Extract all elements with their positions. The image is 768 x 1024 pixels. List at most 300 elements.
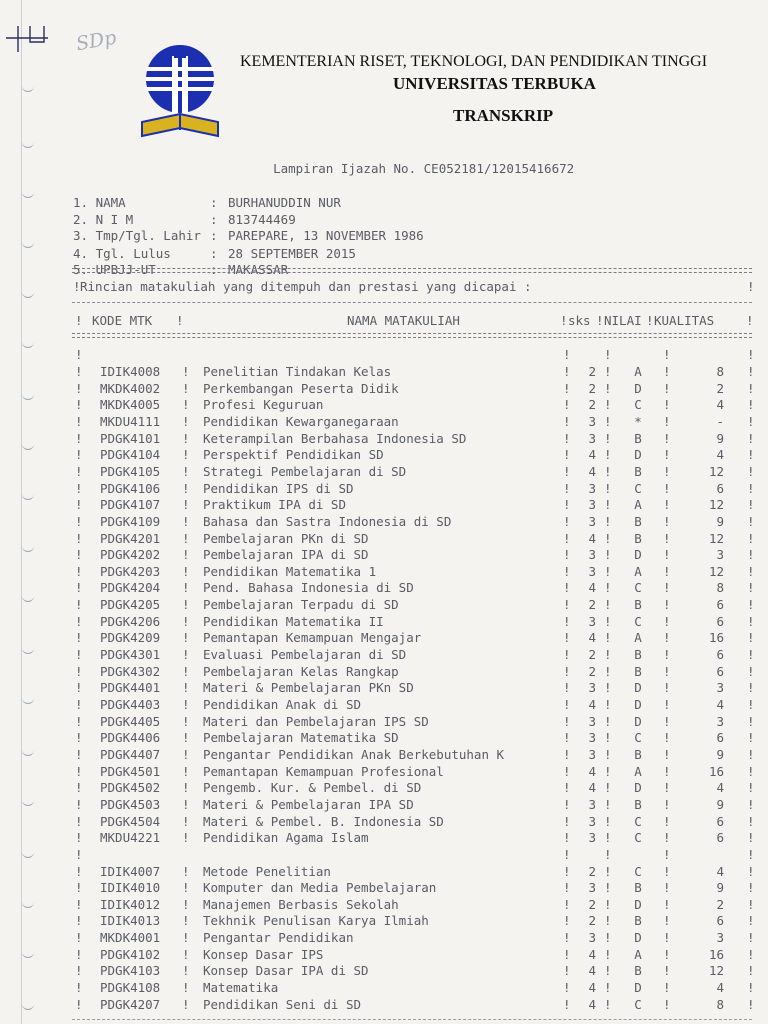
course-grade: C [634,830,642,846]
course-code: PDGK4501 [100,763,161,779]
column-divider: ! [604,364,612,379]
column-divider: ! [182,364,190,379]
course-sks: 2 [588,913,596,929]
course-quality: 9 [716,796,724,812]
header-kualitas: KUALITAS [654,313,715,328]
table-row [0,580,768,597]
course-quality: 4 [716,447,724,463]
course-sks: 3 [588,880,596,896]
column-divider: ! [182,663,190,679]
ministry-name: KEMENTERIAN RISET, TEKNOLOGI, DAN PENDIDIKAN TINGGI [240,53,708,70]
column-divider: ! [604,863,612,879]
table-row [0,913,768,930]
course-grade: D [634,547,642,563]
column-divider: ! [747,480,755,496]
table-row [0,597,768,614]
column-divider: ! [563,630,571,646]
column-divider: ! [563,530,571,546]
column-divider: ! [604,530,612,546]
column-divider: ! [604,547,612,563]
separator-rule [72,333,752,338]
header-kode: KODE MTK [92,313,153,328]
column-divider: ! [663,796,671,812]
column-divider: ! [182,580,190,596]
course-code: IDIK4010 [100,880,161,896]
column-divider: ! [563,580,571,596]
column-divider: ! [663,697,671,712]
course-sks: 3 [588,547,596,563]
column-divider: ! [75,480,83,496]
column-divider: ! [747,796,755,812]
column-divider: ! [663,413,671,429]
course-sks: 3 [588,413,596,429]
column-divider: ! [747,430,755,446]
column-divider: ! [563,380,571,396]
student-field-label: 3. Tmp/Tgl. Lahir [73,228,201,243]
course-sks: 3 [588,746,596,762]
column-divider: ! [663,563,671,579]
column-divider: ! [747,397,755,413]
column-divider: ! [663,497,671,513]
column-divider: ! [75,364,83,379]
column-divider: ! [75,913,83,929]
table-row [0,980,768,997]
table-row [0,481,768,498]
course-grade: D [634,380,642,396]
column-divider: ! [563,730,571,746]
course-quality: 6 [716,647,724,663]
column-divider: ! [182,813,190,829]
table-row [0,797,768,814]
column-divider: ! [604,746,612,762]
course-quality: 6 [716,613,724,629]
lampiran-number: CE052181/12015416672 [423,161,575,176]
binder-hole [22,238,34,248]
column-divider: ! [604,663,612,679]
column-divider: ! [747,863,755,879]
course-grade: B [634,647,642,663]
course-grade: C [634,813,642,829]
column-divider: ! [75,963,83,979]
column-divider: ! [604,830,612,846]
course-grade: C [634,863,642,879]
column-divider: ! [604,996,612,1012]
column-divider: ! [75,830,83,846]
course-sks: 3 [588,930,596,946]
course-quality: 9 [716,513,724,529]
column-divider: ! [563,813,571,829]
course-name: Pend. Bahasa Indonesia di SD [203,580,414,596]
course-code: IDIK4013 [100,913,161,929]
column-divider: ! [182,480,190,496]
course-code: PDGK4104 [100,447,161,463]
course-quality: 12 [708,530,724,546]
course-quality: 9 [716,880,724,896]
column-divider: ! [75,380,83,396]
course-code: MKDU4111 [100,413,161,429]
course-name: Materi & Pembelajaran IPA SD [203,796,414,812]
course-grade: B [634,463,642,479]
course-quality: 6 [716,663,724,679]
course-name: Pendidikan Agama Islam [203,830,369,846]
student-graduation-row: 4. Tgl. Lulus : 28 SEPTEMBER 2015 [73,246,356,261]
table-row [0,880,768,897]
column-divider: ! [663,980,671,996]
course-name: Profesi Keguruan [203,397,324,413]
column-divider: ! [75,763,83,779]
column-divider: ! [75,547,83,563]
table-row [0,897,768,914]
column-divider: ! [75,447,83,463]
table-row [0,680,768,697]
student-field-label: 2. N I M [73,212,134,227]
course-code: MKDU4221 [100,830,161,846]
column-divider: ! [182,463,190,479]
column-divider: ! [75,463,83,479]
column-divider: ! [747,663,755,679]
column-divider: ! [563,497,571,513]
course-code: PDGK4106 [100,480,161,496]
course-code: MKDK4001 [100,930,161,946]
binder-hole [22,138,34,148]
course-sks: 4 [588,697,596,712]
column-divider: ! [663,364,671,379]
column-divider: ! [663,896,671,912]
course-grade: A [634,946,642,962]
course-grade: D [634,780,642,796]
course-grade: B [634,963,642,979]
table-row [0,730,768,747]
student-birth: PAREPARE, 13 NOVEMBER 1986 [228,228,424,243]
column-divider: ! [604,946,612,962]
column-divider: ! [747,530,755,546]
column-divider: ! [182,563,190,579]
transcript-page: SDp KEMENTERIAN RISET, TEKNOLOGI, DAN PENDIDIKAN TINGGI UNIVERSITAS TERBUKA TRANSKRIP Lampiran Ijazah No. CE052181/12015416672 1. NAMA : BURHANUDDIN NUR 2. N I M : 813744469 3. Tmp/Tgl. Lahir : PAREPARE, 13 NOVEMBER 1986 4. Tgl. Lulus : 28 SEPTEMBER 2015 5. UPBJJ-UT : MAKASSAR ! Rincian matakuliah yang ditempuh dan prestasi yang dicapai : ! ! KODE MTK ! NAMA MATAKULIAH ! sks ! NILAI ! KUALITAS ! ! ! ! ! ! ! ! ! ! ! ! IDIK4008 Penelitian Tindakan Kelas 2 A 8 ! ! ! ! ! ! MKDK4002 Perkembangan Peserta Didik 2 D 2 ! ! ! ! ! ! MKDK4005 Profesi Keguruan 2 C 4 ! ! ! ! ! ! MKDU4111 Pendidikan Kewarganegaraan 3 * - ! ! ! ! ! ! PDGK4101 Keterampilan Berbahasa Indonesia SD 3 B 9 ! ! ! ! ! ! PDGK4104 Perspektif Pendidikan SD 4 D 4 ! ! ! ! ! ! PDGK4105 Strategi Pembelajaran di SD 4 B 12 ! ! ! ! ! ! PDGK4106 Pendidikan IPS di SD 3 C 6 ! ! ! ! ! ! PDGK4107 Praktikum IPA di SD 3 A 12 ! ! ! ! ! ! PDGK4109 Bahasa dan Sastra Indonesia di SD 3 B 9 ! ! ! ! ! ! PDGK4201 Pembelajaran PKn di SD 4 B 12 ! ! ! ! ! ! PDGK4202 Pembelajaran IPA di SD 3 D 3 ! ! ! ! ! ! PDGK4203 Pendidikan Matematika 1 3 A 12 ! ! ! ! ! ! PDGK4204 Pend. Bahasa Indonesia di SD 4 C 8 ! ! ! ! ! ! PDGK4205 Pembelajaran Terpadu di SD 2 B 6 ! ! ! ! ! ! PDGK4206 Pendidikan Matematika II 3 C 6 ! ! ! ! ! ! PDGK4209 Pemantapan Kemampuan Mengajar 4 A 16 ! ! ! ! ! ! PDGK4301 Evaluasi Pembelajaran di SD 2 B 6 ! ! ! ! ! ! PDGK4302 Pembelajaran Kelas Rangkap 2 B 6 ! ! ! ! ! ! PDGK4401 Materi & Pembelajaran PKn SD 3 D 3 ! ! ! ! ! ! PDGK4403 Pendidikan Anak di SD 4 D 4 ! ! ! ! ! ! PDGK4405 Materi dan Pembelajaran IPS SD 3 D 3 ! ! ! ! ! ! PDGK4406 Pembelajaran Matematika SD 3 C 6 ! ! ! ! ! ! PDGK4407 Pengantar Pendidikan Anak Berkebutuhan K 3 B 9 ! ! ! ! ! ! PDGK4501 Pemantapan Kemampuan Profesional 4 A 16 ! ! ! ! ! ! PDGK4502 Pengemb. Kur. & Pembel. di SD 4 D 4 ! ! ! ! ! ! PDGK4503 Materi & Pembelajaran IPA SD 3 B 9 ! ! ! ! ! ! PDGK4504 Materi & Pembel. B. Indonesia SD 3 C 6 ! ! ! ! ! ! MKDU4221 Pendidikan Agama Islam 3 C 6 ! ! ! ! ! ! ! ! ! ! ! IDIK4007 Metode Penelitian 2 C 4 ! ! ! ! ! ! IDIK4010 Komputer dan Media Pembelajaran 3 B 9 ! ! ! ! ! ! IDIK4012 Manajemen Berbasis Sekolah 2 D 2 ! ! ! ! ! ! IDIK4013 Tekhnik Penulisan Karya Ilmiah 2 B 6 ! ! ! ! ! ! MKDK4001 Pengantar Pendidikan 3 D 3 ! ! ! ! ! ! PDGK4102 Konsep Dasar IPS 4 A 16 ! ! ! ! ! ! PDGK4103 Konsep Dasar IPA di SD 4 B 12 ! ! ! ! ! ! PDGK4108 Matematika 4 D 4 ! ! ! ! ! ! PDGK4207 Pendidikan Seni di SD 4 C 8 [0,0,768,1024]
course-grade: B [634,513,642,529]
column-divider: ! [663,863,671,879]
column-divider: ! [75,796,83,812]
column-divider: ! [663,580,671,596]
column-divider: ! [563,963,571,979]
course-code: PDGK4102 [100,946,161,962]
column-divider: ! [563,347,571,362]
course-grade: B [634,796,642,812]
course-code: PDGK4406 [100,730,161,746]
column-divider: ! [604,447,612,463]
course-quality: 6 [716,913,724,929]
course-quality: 12 [708,563,724,579]
column-divider: ! [563,547,571,563]
column-divider: ! [182,597,190,613]
course-code: PDGK4407 [100,746,161,762]
column-divider: ! [563,896,571,912]
course-sks: 4 [588,963,596,979]
column-divider: ! [563,796,571,812]
column-divider: ! [182,780,190,796]
column-divider: ! [663,513,671,529]
course-grade: C [634,580,642,596]
column-divider: ! [182,380,190,396]
university-logo [138,44,222,142]
course-quality: 6 [716,597,724,613]
column-divider: ! [663,347,671,362]
university-name: UNIVERSITAS TERBUKA [393,74,596,93]
column-divider: ! [747,880,755,896]
table-row [0,664,768,681]
course-sks: 3 [588,513,596,529]
column-divider: ! [747,730,755,746]
column-divider: ! [604,613,612,629]
course-name: Tekhnik Penulisan Karya Ilmiah [203,913,429,929]
course-sks: 3 [588,497,596,513]
student-upbjj: MAKASSAR [228,262,289,277]
course-quality: 6 [716,480,724,496]
course-code: IDIK4008 [100,364,161,379]
column-divider: ! [563,463,571,479]
column-divider: ! [182,930,190,946]
course-code: PDGK4204 [100,580,161,596]
column-divider: ! [563,613,571,629]
column-divider: ! [75,846,83,862]
course-name: Materi & Pembelajaran PKn SD [203,680,414,696]
column-divider: ! [182,447,190,463]
table-row [0,514,768,531]
course-code: PDGK4502 [100,780,161,796]
column-divider: ! [663,397,671,413]
column-divider: ! [747,463,755,479]
course-name: Pengantar Pendidikan Anak Berkebutuhan K [203,746,505,762]
course-name: Manajemen Berbasis Sekolah [203,896,399,912]
course-code: MKDK4002 [100,380,161,396]
course-grade: D [634,447,642,463]
column-divider: ! [747,380,755,396]
column-divider: ! [75,597,83,613]
column-divider: ! [182,746,190,762]
course-code: PDGK4103 [100,963,161,979]
column-divider: ! [182,697,190,712]
table-row [0,764,768,781]
course-name: Pembelajaran PKn di SD [203,530,369,546]
course-code: PDGK4504 [100,813,161,829]
table-spacer-row [0,347,768,364]
course-name: Materi & Pembel. B. Indonesia SD [203,813,444,829]
table-row [0,431,768,448]
course-quality: - [716,413,724,429]
course-code: PDGK4403 [100,697,161,712]
course-code: PDGK4206 [100,613,161,629]
course-quality: 9 [716,430,724,446]
course-grade: A [634,630,642,646]
column-divider: ! [75,430,83,446]
student-name-row: 1. NAMA : BURHANUDDIN NUR [73,195,341,210]
column-divider: ! [604,497,612,513]
column-divider: ! [604,796,612,812]
table-row [0,714,768,731]
course-code: PDGK4205 [100,597,161,613]
column-divider: ! [182,430,190,446]
column-divider: ! [663,680,671,696]
column-divider: ! [75,663,83,679]
column-divider: ! [604,930,612,946]
column-divider: ! [182,513,190,529]
column-divider: ! [604,780,612,796]
column-divider: ! [747,913,755,929]
table-row [0,547,768,564]
course-sks: 3 [588,813,596,829]
table-row [0,963,768,980]
course-sks: 3 [588,680,596,696]
column-divider: ! [747,980,755,996]
column-divider: ! [663,663,671,679]
column-divider: ! [75,630,83,646]
table-row [0,930,768,947]
column-divider: ! [604,480,612,496]
table-row [0,364,768,381]
column-divider: ! [604,397,612,413]
course-quality: 3 [716,713,724,729]
column-divider: ! [663,547,671,563]
column-divider: ! [747,680,755,696]
course-grade: C [634,480,642,496]
student-field-label: 5. UPBJJ-UT [73,262,156,277]
column-divider: ! [663,880,671,896]
student-nim: 813744469 [228,212,296,227]
course-name: Penelitian Tindakan Kelas [203,364,392,379]
column-divider: ! [604,980,612,996]
course-name: Metode Penelitian [203,863,331,879]
course-sks: 2 [588,397,596,413]
table-spacer-row [0,847,768,864]
course-name: Pembelajaran Terpadu di SD [203,597,399,613]
course-quality: 2 [716,896,724,912]
column-divider: ! [604,846,612,862]
column-divider: ! [563,830,571,846]
column-divider: ! [663,946,671,962]
table-row [0,830,768,847]
column-divider: ! [182,680,190,696]
course-name: Pengemb. Kur. & Pembel. di SD [203,780,422,796]
column-divider: ! [563,980,571,996]
course-grade: A [634,497,642,513]
column-divider: ! [563,746,571,762]
course-quality: 16 [708,946,724,962]
column-divider: ! [663,746,671,762]
column-divider: ! [604,347,612,362]
course-quality: 4 [716,863,724,879]
table-row [0,747,768,764]
column-divider: ! [563,913,571,929]
course-grade: D [634,896,642,912]
column-divider: ! [604,463,612,479]
course-grade: A [634,763,642,779]
column-divider: ! [604,913,612,929]
column-divider: ! [604,430,612,446]
course-code: PDGK4203 [100,563,161,579]
column-divider: ! [663,380,671,396]
course-name: Praktikum IPA di SD [203,497,346,513]
column-divider: ! [563,763,571,779]
course-code: IDIK4012 [100,896,161,912]
binder-hole [22,288,34,298]
course-code: MKDK4005 [100,397,161,413]
course-grade: B [634,530,642,546]
column-divider: ! [75,946,83,962]
column-divider: ! [182,980,190,996]
course-grade: A [634,563,642,579]
student-name: BURHANUDDIN NUR [228,195,341,210]
column-divider: ! [604,730,612,746]
lampiran-line [243,146,574,191]
table-row [0,947,768,964]
course-quality: 9 [716,746,724,762]
course-quality: 6 [716,813,724,829]
column-divider: ! [563,597,571,613]
table-row [0,531,768,548]
course-name: Perkembangan Peserta Didik [203,380,399,396]
column-divider: ! [563,863,571,879]
column-divider: ! [747,813,755,829]
column-divider: ! [75,580,83,596]
course-name: Pembelajaran Kelas Rangkap [203,663,399,679]
course-name: Pendidikan IPS di SD [203,480,354,496]
column-divider: ! [75,996,83,1012]
course-sks: 4 [588,946,596,962]
column-divider: ! [75,613,83,629]
course-sks: 2 [588,597,596,613]
course-quality: 2 [716,380,724,396]
column-divider: ! [75,730,83,746]
course-name: Keterampilan Berbahasa Indonesia SD [203,430,467,446]
column-divider: ! [604,597,612,613]
course-sks: 2 [588,647,596,663]
course-sks: 4 [588,780,596,796]
column-divider: ! [663,463,671,479]
column-divider: ! [75,746,83,762]
column-divider: ! [75,930,83,946]
column-divider: ! [604,413,612,429]
course-sks: 4 [588,580,596,596]
column-divider: ! [663,597,671,613]
course-quality: 4 [716,697,724,712]
course-grade: D [634,713,642,729]
table-row [0,697,768,714]
course-code: PDGK4101 [100,430,161,446]
column-divider: ! [182,630,190,646]
column-divider: ! [604,963,612,979]
column-divider: ! [563,680,571,696]
course-name: Pendidikan Matematika 1 [203,563,377,579]
course-grade: B [634,663,642,679]
column-divider: ! [747,513,755,529]
course-quality: 6 [716,830,724,846]
course-name: Bahasa dan Sastra Indonesia di SD [203,513,452,529]
course-sks: 3 [588,480,596,496]
course-quality: 12 [708,463,724,479]
course-quality: 16 [708,763,724,779]
table-row [0,997,768,1014]
column-divider: ! [747,930,755,946]
column-divider: ! [663,480,671,496]
column-divider: ! [663,630,671,646]
course-quality: 16 [708,630,724,646]
column-divider: ! [563,513,571,529]
student-birth-row: 3. Tmp/Tgl. Lahir : PAREPARE, 13 NOVEMBER 1986 [73,228,424,243]
header-nama: NAMA MATAKULIAH [347,313,460,328]
column-divider: ! [563,563,571,579]
course-sks: 4 [588,980,596,996]
column-divider: ! [563,663,571,679]
table-row [0,414,768,431]
